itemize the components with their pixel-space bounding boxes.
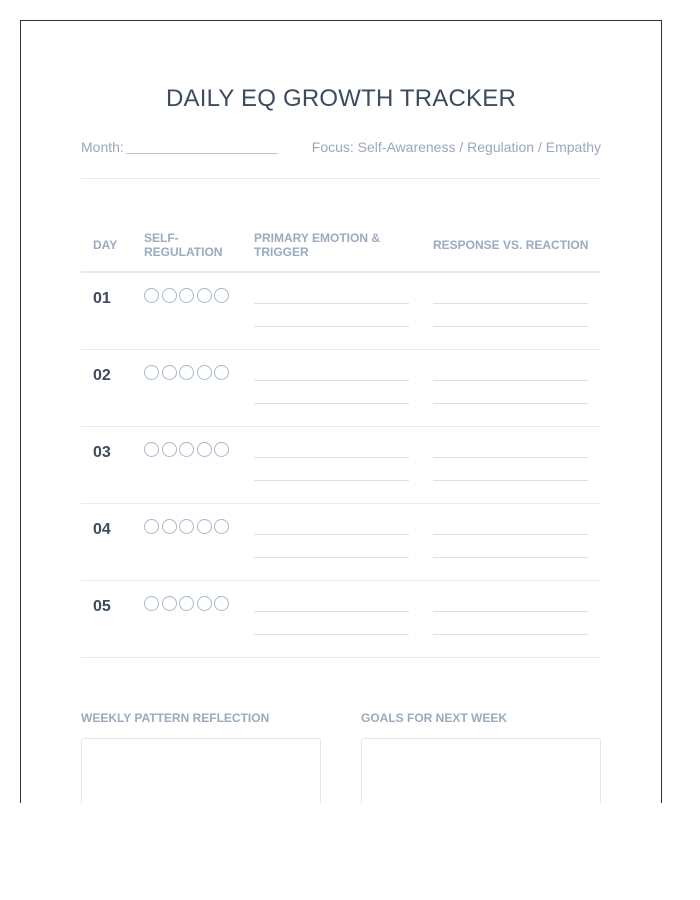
rating-circles <box>144 519 232 535</box>
emotion-line[interactable] <box>254 634 409 635</box>
response-line[interactable] <box>433 303 588 304</box>
rating-circle[interactable] <box>144 365 159 380</box>
header-primary-emotion: PRIMARY EMOTION & TRIGGER <box>254 231 381 259</box>
rating-circles <box>144 442 232 458</box>
rating-circle[interactable] <box>179 519 194 534</box>
response-line[interactable] <box>433 480 588 481</box>
rating-circle[interactable] <box>197 442 212 457</box>
emotion-line[interactable] <box>254 380 409 381</box>
table-row <box>81 273 601 350</box>
table-header <box>81 229 601 273</box>
table-body <box>81 273 601 658</box>
rating-circle[interactable] <box>197 288 212 303</box>
rating-circle[interactable] <box>197 596 212 611</box>
day-number: 05 <box>93 598 111 615</box>
response-line[interactable] <box>433 457 588 458</box>
rating-circle[interactable] <box>214 519 229 534</box>
goals-label: GOALS FOR NEXT WEEK <box>361 711 508 725</box>
day-number: 02 <box>93 367 111 384</box>
rating-circle[interactable] <box>179 442 194 457</box>
table-row <box>81 581 601 658</box>
rating-circle[interactable] <box>144 442 159 457</box>
reflection-label: WEEKLY PATTERN REFLECTION <box>81 711 270 725</box>
table-row <box>81 350 601 427</box>
header-self-regulation: SELF-REGULATION <box>144 231 223 259</box>
rating-circles <box>144 288 232 304</box>
rating-circle[interactable] <box>144 596 159 611</box>
day-number: 03 <box>93 444 111 461</box>
emotion-line[interactable] <box>254 534 409 535</box>
response-line[interactable] <box>433 534 588 535</box>
rating-circle[interactable] <box>162 442 177 457</box>
rating-circle[interactable] <box>214 288 229 303</box>
tracker-table <box>81 229 601 658</box>
header-divider <box>81 178 601 179</box>
emotion-line[interactable] <box>254 557 409 558</box>
rating-circle[interactable] <box>197 365 212 380</box>
month-label: Month: <box>81 139 124 155</box>
response-line[interactable] <box>433 380 588 381</box>
day-number: 04 <box>93 521 111 538</box>
page-title: DAILY EQ GROWTH TRACKER <box>166 85 516 112</box>
rating-circle[interactable] <box>162 365 177 380</box>
reflection-box[interactable] <box>81 738 321 803</box>
table-row <box>81 504 601 581</box>
response-line[interactable] <box>433 403 588 404</box>
day-number: 01 <box>93 290 111 307</box>
rating-circle[interactable] <box>162 288 177 303</box>
response-line[interactable] <box>433 326 588 327</box>
emotion-line[interactable] <box>254 611 409 612</box>
rating-circle[interactable] <box>214 365 229 380</box>
rating-circle[interactable] <box>144 288 159 303</box>
rating-circles <box>144 365 232 381</box>
rating-circle[interactable] <box>214 596 229 611</box>
emotion-line[interactable] <box>254 303 409 304</box>
rating-circle[interactable] <box>162 519 177 534</box>
emotion-line[interactable] <box>254 457 409 458</box>
rating-circle[interactable] <box>179 596 194 611</box>
meta-row <box>81 139 601 159</box>
emotion-line[interactable] <box>254 403 409 404</box>
rating-circle[interactable] <box>214 442 229 457</box>
header-response: RESPONSE VS. REACTION <box>433 238 589 252</box>
header-day: DAY <box>93 238 118 252</box>
emotion-line[interactable] <box>254 326 409 327</box>
rating-circle[interactable] <box>179 288 194 303</box>
goals-box[interactable] <box>361 738 601 803</box>
response-line[interactable] <box>433 611 588 612</box>
tracker-sheet <box>20 20 662 803</box>
response-line[interactable] <box>433 557 588 558</box>
table-row <box>81 427 601 504</box>
rating-circle[interactable] <box>144 519 159 534</box>
rating-circle[interactable] <box>162 596 177 611</box>
emotion-line[interactable] <box>254 480 409 481</box>
response-line[interactable] <box>433 634 588 635</box>
focus-label: Focus: Self-Awareness / Regulation / Empathy <box>311 139 601 155</box>
rating-circle[interactable] <box>179 365 194 380</box>
month-input-line[interactable] <box>126 153 278 154</box>
rating-circles <box>144 596 232 612</box>
rating-circle[interactable] <box>197 519 212 534</box>
